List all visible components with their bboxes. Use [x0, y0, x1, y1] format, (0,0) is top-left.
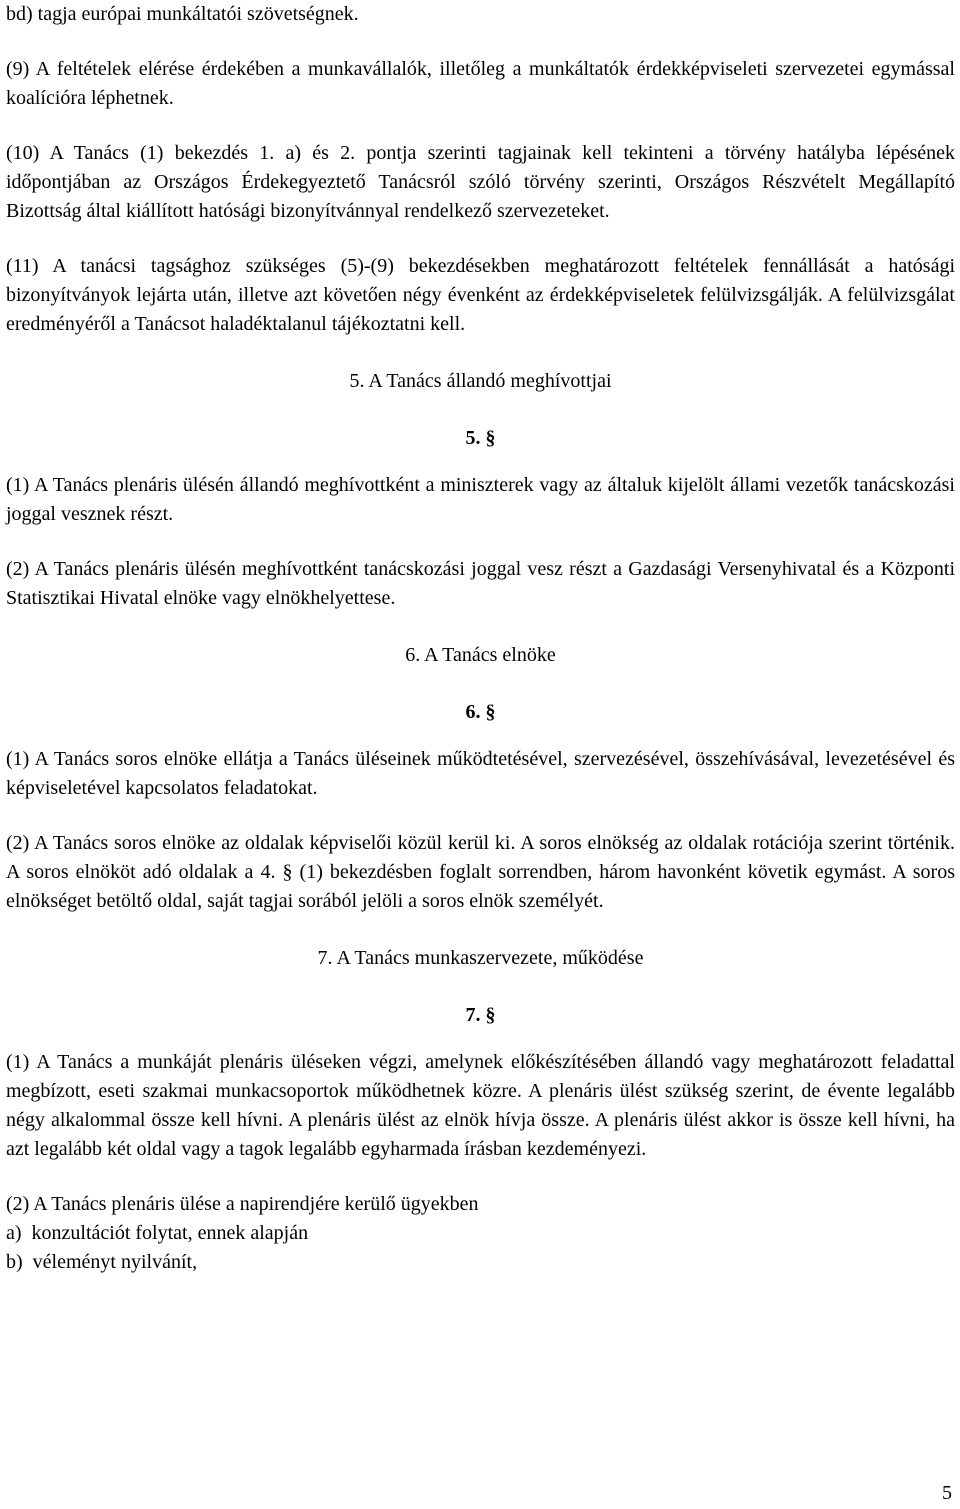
section-6-paragraph-1: (1) A Tanács soros elnöke ellátja a Tanács üléseinek működtetésével, szervezésével, összehívásával, levezetésével és képviseletével kapcsolatos feladatokat. [6, 748, 955, 799]
section-5-paragraph-1: (1) A Tanács plenáris ülésén állandó meghívottként a miniszterek vagy az általuk kijelölt állami vezetők tanácskozási joggal vesznek részt. [6, 474, 955, 525]
document-page [6, 0, 955, 1277]
paragraph-9: (9) A feltételek elérése érdekében a munkavállalók, illetőleg a munkáltatók érdekképviseleti szervezetei egymással koalícióra léphetnek. [6, 58, 955, 109]
list-item-b: b) véleményt nyilvánít, [6, 1251, 198, 1273]
list-item-a: a) konzultációt folytat, ennek alapján [6, 1222, 309, 1244]
section-6-paragraph-2: (2) A Tanács soros elnöke az oldalak képviselői közül kerül ki. A soros elnökség az oldalak rotációja szerint történik. A soros elnököt adó oldalak a 4. § (1) bekezdésben foglalt sorrendben, három havonként követik egymást. A soros elnökséget betöltő oldal, saját tagjai sorából jelöli a soros elnök személyét. [6, 832, 955, 912]
page-number: 5 [942, 1482, 952, 1504]
section-6-number: 6. § [465, 701, 496, 723]
section-5-paragraph-2: (2) A Tanács plenáris ülésén meghívottként tanácskozási joggal vesz részt a Gazdasági Versenyhivatal és a Központi Statisztikai Hivatal elnöke vagy elnökhelyettese. [6, 558, 955, 609]
section-7-paragraph-2: (2) A Tanács plenáris ülése a napirendjére kerülő ügyekben [6, 1193, 479, 1215]
section-5-title: 5. A Tanács állandó meghívottjai [349, 370, 612, 392]
section-6-title: 6. A Tanács elnöke [405, 644, 556, 666]
paragraph-bd: bd) tagja európai munkáltatói szövetségnek. [6, 3, 359, 25]
section-7-number: 7. § [465, 1004, 496, 1026]
section-7-paragraph-1: (1) A Tanács a munkáját plenáris üléseken végzi, amelynek előkészítésében állandó vagy meghatározott feladattal megbízott, eseti szakmai munkacsoportok működhetnek közre. A plenáris ülést szükség szerint, de évente legalább négy alkalommal össze kell hívni. A plenáris ülést az elnök hívja össze. A plenáris ülést akkor is össze kell hívni, ha azt legalább két oldal vagy a tagok legalább egyharmada írásban kezdeményezi. [6, 1051, 955, 1160]
paragraph-10: (10) A Tanács (1) bekezdés 1. a) és 2. pontja szerinti tagjainak kell tekinteni a törvény hatályba lépésének időpontjában az Országos Érdekegyeztető Tanácsról szóló törvény szerinti, Országos Részvételt Megállapító Bizottság által kiállított hatósági bizonyítvánnyal rendelkező szervezeteket. [6, 142, 955, 222]
paragraph-11: (11) A tanácsi tagsághoz szükséges (5)-(9) bekezdésekben meghatározott feltételek fennállását a hatósági bizonyítványok lejárta után, illetve azt követően négy évenként az érdekképviseletek felülvizsgálják. A felülvizsgálat eredményéről a Tanácsot haladéktalanul tájékoztatni kell. [6, 255, 955, 335]
section-7-title: 7. A Tanács munkaszervezete, működése [317, 947, 644, 969]
section-5-number: 5. § [465, 427, 496, 449]
